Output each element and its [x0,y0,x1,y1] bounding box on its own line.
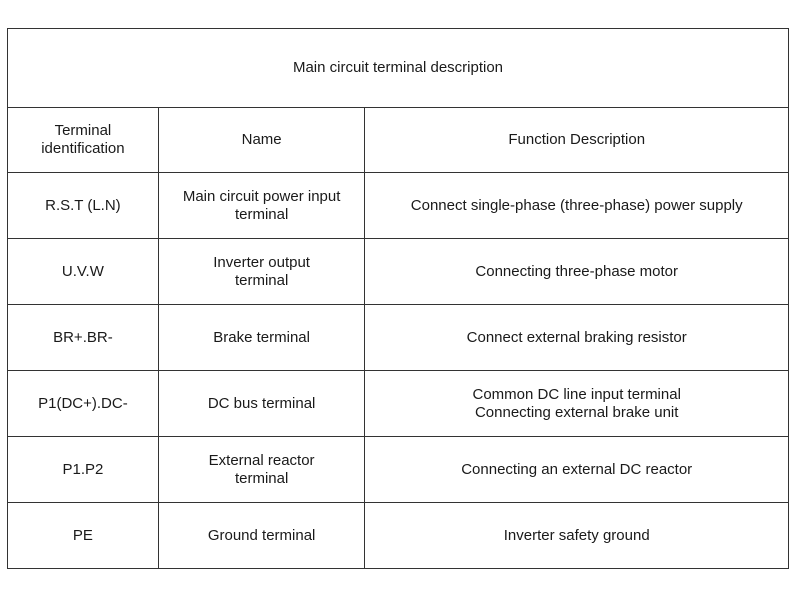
terminal-function-cell [365,503,789,569]
header-terminal-identification-line2: identification [41,140,125,157]
header-terminal-identification [8,108,159,173]
header-terminal-identification-line1: Terminal [54,122,112,139]
terminal-function-cell [365,173,789,239]
table-row [8,305,789,371]
terminal-function-line: Connecting three-phase motor [475,262,679,280]
terminal-name-cell [158,371,365,437]
terminal-id-cell: P1.P2 [8,437,159,503]
terminal-name-line: Ground terminal [207,526,316,544]
header-function-description: Function Description [365,108,789,173]
terminal-name-line: External reactor [208,451,315,469]
terminal-function-cell [365,305,789,371]
terminal-name-line: DC bus terminal [207,394,316,412]
terminal-function-cell [365,437,789,503]
terminal-function-line: Common DC line input terminal [472,385,681,403]
terminal-name-line: Brake terminal [213,328,310,346]
terminal-id-cell: BR+.BR- [8,305,159,371]
terminal-id-cell: PE [8,503,159,569]
terminal-function-line: Connecting an external DC reactor [461,460,693,478]
table-title-row [8,29,789,108]
terminal-name-line: terminal [234,271,289,289]
table-header-row [8,108,789,173]
terminal-name-cell [158,305,365,371]
terminal-name-cell [158,437,365,503]
table-row [8,503,789,569]
terminal-description-table [7,28,789,569]
terminal-function-line: Connecting external brake unit [474,403,679,421]
table-row [8,371,789,437]
table-row [8,239,789,305]
terminal-name-line: terminal [234,469,289,487]
terminal-function-cell [365,371,789,437]
terminal-function-line: Connect external braking resistor [466,328,687,346]
terminal-name-line: terminal [234,205,289,223]
header-name: Name [158,108,365,173]
terminal-id-cell: P1(DC+).DC- [8,371,159,437]
terminal-name-line: Main circuit power input [182,187,341,205]
table-row [8,437,789,503]
terminal-id-cell: R.S.T (L.N) [8,173,159,239]
terminal-name-line: Inverter output [213,253,310,271]
table-row [8,173,789,239]
terminal-name-cell [158,503,365,569]
terminal-id-cell: U.V.W [8,239,159,305]
table-title: Main circuit terminal description [8,29,789,108]
terminal-function-cell [365,239,789,305]
terminal-name-cell [158,239,365,305]
terminal-function-line: Inverter safety ground [503,526,650,544]
terminal-name-cell [158,173,365,239]
terminal-function-line: Connect single-phase (three-phase) power supply [410,196,743,214]
